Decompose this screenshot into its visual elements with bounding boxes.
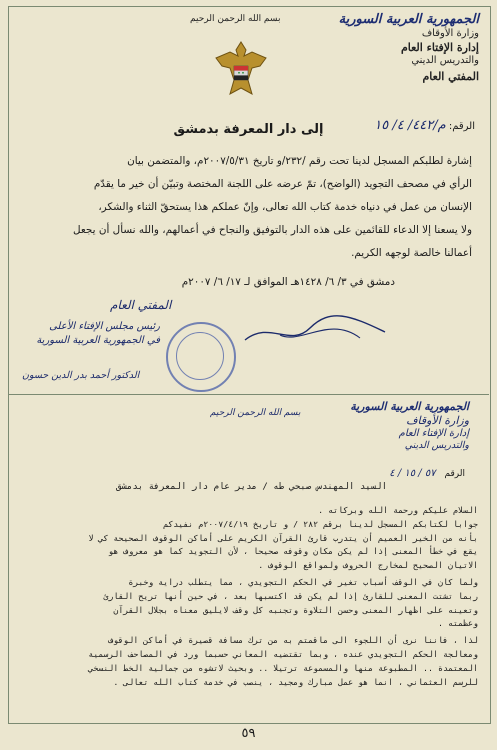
signature-roles bbox=[30, 320, 160, 348]
letterhead-ministry: وزارة الأوقاف bbox=[421, 28, 479, 40]
date-line: دمشق في ٣/ ٦/ ١٤٢٨هـ الموافق لـ ١٧/ ٦/ ٢٠٠٧م bbox=[181, 276, 395, 288]
body-line: الاتيان الصحيح لمخارج الحروف ولمواقع الوقوف . bbox=[258, 560, 478, 571]
handwritten-signature bbox=[240, 310, 390, 350]
reference-label: الرقم: bbox=[448, 121, 475, 132]
letter-title: إلى دار المعرفة بدمشق bbox=[173, 122, 324, 137]
section-divider bbox=[8, 394, 489, 395]
signature-title: المفتي العام bbox=[110, 298, 172, 312]
reference-number: ٥٧ / ١٥ / ٤ bbox=[389, 468, 436, 479]
body-line: جوابا لكتابكم المسجل لدينا برقم ٢٨٢ / و تاريخ ٢٠٠٧/٤/١٩م نفيدكم bbox=[163, 518, 478, 529]
page-number: ٥٩ bbox=[241, 726, 256, 741]
letterhead-dept: إدارة الإفتاء العام bbox=[398, 427, 469, 439]
letterhead-1 bbox=[329, 12, 479, 84]
body-line: بأنه من الخير العميم أن يتدرب قارئ القرآن الكريم على أماكن الوقوف الصحيحة كي لا bbox=[88, 532, 478, 543]
letterhead-dept: إدارة الإفتاء العام bbox=[400, 40, 479, 54]
letterhead-country: الجمهورية العربية السورية bbox=[350, 400, 469, 413]
official-stamp-inner bbox=[176, 332, 224, 380]
addressee: السيد المهندس صبحي طه / مدير عام دار المعرفة بدمشق bbox=[116, 482, 387, 492]
letter2-body bbox=[18, 504, 478, 689]
letterhead-dept-2: والتدريس الديني bbox=[404, 440, 469, 451]
body-line: ومعالجة الحكم التجويدي عنده ، وبما تقتضيه المعاني حسبما ورد في المصاحف الرسمية bbox=[88, 648, 478, 659]
body-line: يقع في خطأ المعنى إذا لم يكن مكان وقوفه صحيحا ، لأن التجويد كما هو معروف هو bbox=[108, 546, 478, 557]
reference-label: الرقم bbox=[444, 469, 465, 479]
body-line: الرأي في مصحف التجويد (الواضح)، تمّ عرضه على اللجنة المختصة وتبيّن أن خير ما يقدّم bbox=[93, 178, 472, 190]
letter1-body bbox=[22, 150, 472, 265]
basmala-1: بسم الله الرحمن الرحيم bbox=[190, 14, 281, 24]
letterhead-dept-2: والتدريس الديني bbox=[411, 54, 479, 66]
body-line: الإنسان من عمل في دنياه خدمة كتاب الله تعالى، وإنّ عملكم هذا يستحقّ الثناء والشكر، bbox=[98, 201, 472, 213]
letterhead-ministry: وزارة الأوقاف bbox=[406, 413, 469, 427]
letterhead-2 bbox=[319, 400, 469, 452]
body-line: إشارة لطلبكم المسجل لدينا تحت رقم /٢٣٢/و تاريخ ٢٠٠٧/٥/٣١م، والمتضمن بيان bbox=[127, 155, 472, 167]
letterhead-country: الجمهورية العربية السورية bbox=[338, 12, 479, 27]
body-line: ولما كان في الوقف أسباب تغير في الحكم التجويدي ، مما يتطلب دراية وخبرة bbox=[128, 576, 478, 587]
body-line: وتعينه على اظهار المعنى وحسن التلاوة وتجنبه كل وقف لايليق معناه بجلال القرآن bbox=[113, 604, 478, 615]
body-line: المعتمدة .. المطبوعة منها والمسموعة ترتيلا .. وبحيث لاتشوه من جمالية الخط النسخي bbox=[88, 662, 478, 673]
body-line: وعظمته . bbox=[438, 618, 478, 629]
basmala-2: بسم الله الرحمن الرحيم bbox=[210, 408, 301, 418]
signature-role-1: رئيس مجلس الإفتاء الأعلى bbox=[49, 321, 160, 332]
signature-name: الدكتور أحمد بدر الدين حسون bbox=[22, 370, 140, 381]
body-line: ولا يسعنا إلا الدعاء للقائمين على هذه الدار بالتوفيق والنجاح في أعمالهم، والله نسأل أن يجعل bbox=[73, 224, 472, 236]
body-line: لذا ، فاننا نرى أن اللجوء الى ماقمتم به من ترك مسافة قصيرة في أماكن الوقوف bbox=[108, 635, 478, 646]
reference-number: م/٤٤٢/ ٤/ ١٥ bbox=[374, 118, 446, 133]
body-line: ربما تشتت المعنى للقارئ إذا لم يكن قد اكتسبها بعد ، في حين أنها تريح القارئ bbox=[103, 590, 478, 601]
signature-role-2: في الجمهورية العربية السورية bbox=[36, 335, 160, 346]
greeting: السلام عليكم ورحمة الله وبركاته . bbox=[318, 505, 478, 515]
body-line: للرسم العثماني ، انما هو عمل مبارك ومجيد ، ينصب في خدمة كتاب الله تعالى . bbox=[113, 676, 478, 687]
body-line: أعمالنا خالصة لوجهه الكريم. bbox=[351, 247, 472, 259]
letterhead-mufti: المفتي العام bbox=[422, 70, 479, 83]
reference-2 bbox=[389, 468, 465, 479]
syrian-eagle-emblem bbox=[208, 36, 274, 102]
